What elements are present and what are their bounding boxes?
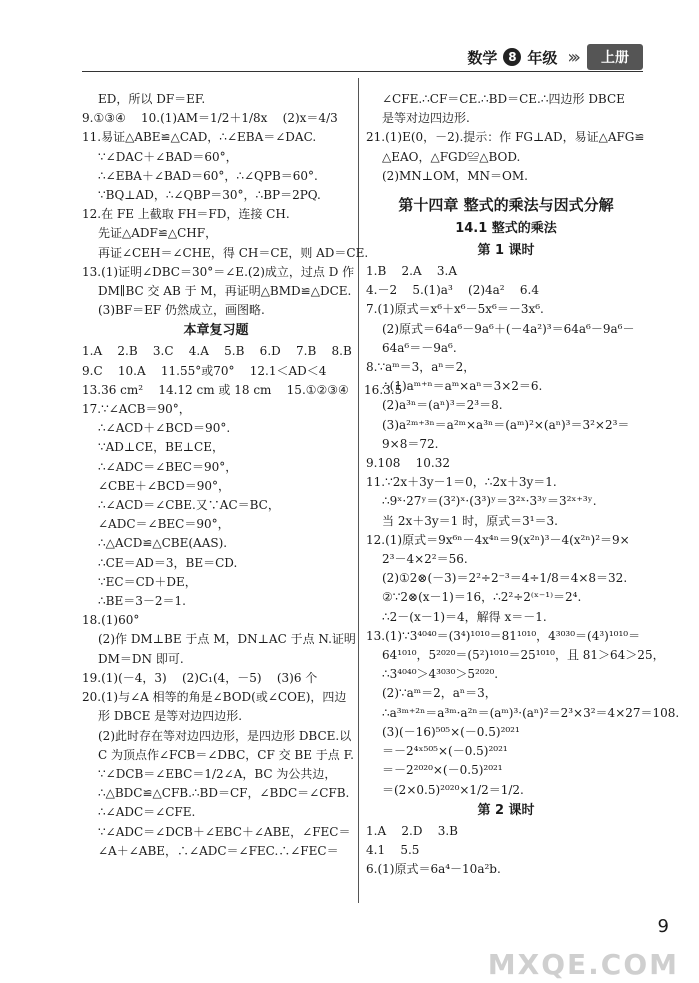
right-line: 当 2x＋3y＝1 时，原式＝3¹＝3.	[382, 513, 558, 528]
left-line: DM∥BC 交 AB 于 M，再证明△BMD≌△DCE.	[98, 284, 352, 299]
right-line: 14.1 整式的乘法	[455, 221, 557, 237]
left-line: ED，所以 DF＝EF.	[98, 92, 206, 106]
left-line: (3)BF＝EF 仍然成立，画图略.	[98, 303, 265, 318]
left-line: ∴△ACD≌△CBE(AAS).	[98, 536, 228, 551]
chevron-right-icon: ›››	[567, 46, 577, 68]
right-line: 9×8＝72.	[382, 436, 439, 451]
left-line: ∠A＋∠ABE，∴∠ADC＝∠FEC.∴∠FEC＝	[98, 843, 339, 858]
right-line: (2)①2⊗(－3)＝2²÷2⁻³＝4÷1/8＝4×8＝32.	[382, 571, 628, 586]
left-line: 13.(1)证明∠DBC＝30°＝∠E.(2)成立，过点 D 作	[82, 264, 355, 279]
left-line: ∴△BDC≌△CFB.∴BD＝CF，∠BDC＝∠CFB.	[98, 786, 350, 801]
left-line: 11.易证△ABE≌△CAD，∴∠EBA＝∠DAC.	[82, 130, 317, 145]
header-grade-badge: 8	[503, 48, 521, 66]
right-line: (3)a²ᵐ⁺³ⁿ＝a²ᵐ×a³ⁿ＝(aᵐ)²×(aⁿ)³＝3²×2³＝	[382, 417, 630, 432]
right-column	[366, 90, 680, 879]
right-line: ∴2－(x－1)＝4，解得 x＝－1.	[382, 609, 547, 624]
left-line: 1.A 2.B 3.C 4.A 5.B 6.D 7.B 8.B	[82, 344, 352, 359]
left-line: 9.①③④ 10.(1)AM＝1/2＋1/8x (2)x＝4/3	[82, 111, 338, 126]
left-line: 19.(1)(－4，3) (2)C₁(4，－5) (3)6 个	[82, 670, 318, 685]
left-line: ∴∠EBA＋∠BAD＝60°，∴∠QPB＝60°.	[98, 168, 318, 183]
left-line: 本章复习题	[183, 323, 249, 339]
right-line: 1.A 2.D 3.B	[366, 823, 458, 838]
right-line: 11.∵2x＋3y－1＝0，∴2x＋3y＝1.	[366, 475, 557, 490]
page-number: 9	[657, 916, 669, 937]
left-line: 形 DBCE 是等对边四边形.	[98, 709, 243, 724]
left-line: ∵∠DAC＋∠BAD＝60°，	[98, 149, 238, 164]
left-line: ∵EC＝CD＋DE，	[98, 574, 197, 589]
watermark-logo: MXQE.COM	[487, 948, 679, 981]
right-line: 第 1 课时	[477, 243, 535, 259]
right-line: 13.(1)∵3⁴⁰⁴⁰＝(3⁴)¹⁰¹⁰＝81¹⁰¹⁰，4³⁰³⁰＝(4³)¹⁰¹⁰＝	[366, 628, 641, 643]
right-line: 2³－4×2²＝56.	[382, 552, 468, 567]
left-line: (2)此时存在等对边四边形，是四边形 DBCE.以	[98, 728, 352, 743]
right-line: 9.108 10.32	[366, 456, 450, 471]
right-line: 第 2 课时	[477, 802, 535, 818]
header-grade-suffix: 年级	[527, 48, 558, 67]
right-line: 是等对边四边形.	[382, 111, 470, 126]
right-line: 64a⁶＝－9a⁶.	[382, 340, 457, 355]
left-line: 13.36 cm² 14.12 cm 或 18 cm 15.①②③④ 16.3.5	[82, 382, 403, 397]
left-line: ∵∠DCB＝∠EBC＝1/2∠A，BC 为公共边，	[98, 766, 337, 781]
right-line: ∠CFE.∴CF＝CE.∴BD＝CE.∴四边形 DBCE	[382, 92, 625, 106]
right-line: 4.1 5.5	[366, 842, 420, 857]
left-line: ∵∠ADC＝∠DCB＋∠EBC＋∠ABE，∠FEC＝	[98, 824, 351, 839]
left-line: DM＝DN 即可.	[98, 651, 184, 666]
left-line: 18.(1)60°	[82, 613, 140, 628]
right-line: 8.∵aᵐ＝3，aⁿ＝2，	[366, 360, 476, 375]
header-volume: 上册	[587, 44, 643, 70]
right-line: △EAO，△FGD≌△BOD.	[382, 149, 521, 164]
left-line: ∴∠ACD＝∠CBE.又∵AC＝BC，	[98, 498, 280, 513]
left-line: ∴∠ADC＝∠BEC＝90°，	[98, 459, 238, 474]
right-line: ∴a³ᵐ⁺²ⁿ＝a³ᵐ·a²ⁿ＝(aᵐ)³·(aⁿ)²＝2³×3²＝4×27＝108.	[382, 705, 680, 720]
left-line: (2)作 DM⊥BE 于点 M，DN⊥AC 于点 N.证明	[98, 632, 356, 647]
right-line: (2)原式＝64a⁶－9a⁶＋(－4a²)³＝64a⁶－9a⁶－	[382, 321, 635, 336]
right-line: (2)∵aᵐ＝2，aⁿ＝3，	[382, 686, 497, 701]
right-line: 12.(1)原式＝9x⁶ⁿ－4x⁴ⁿ＝9(x²ⁿ)³－4(x²ⁿ)²＝9×	[366, 532, 630, 547]
left-line: ∴CE＝AD＝3，BE＝CD.	[98, 555, 238, 570]
right-line: ∴(1)aᵐ⁺ⁿ＝aᵐ×aⁿ＝3×2＝6.	[382, 379, 543, 394]
left-line: 17.∵∠ACB＝90°，	[82, 402, 191, 417]
left-line: 先证△ADF≌△CHF，	[98, 226, 218, 241]
right-line: 64¹⁰¹⁰，5²⁰²⁰＝(5²)¹⁰¹⁰＝25¹⁰¹⁰，且 81＞64＞25，	[382, 648, 665, 663]
right-line: ②∵2⊗(x－1)＝16，∴2²÷2⁽ˣ⁻¹⁾＝2⁴.	[382, 590, 582, 605]
left-line: ∵AD⊥CE，BE⊥CE，	[98, 440, 224, 455]
column-divider	[358, 78, 359, 903]
right-line: 1.B 2.A 3.A	[366, 264, 458, 279]
left-line: 20.(1)与∠A 相等的角是∠BOD(或∠COE)，四边	[82, 690, 347, 705]
page-header	[467, 44, 643, 70]
right-line: 4.－2 5.(1)a³ (2)4a² 6.4	[366, 283, 539, 298]
right-line: 21.(1)E(0，－2).提示：作 FG⊥AD，易证△AFG≌	[366, 130, 645, 145]
right-line: 6.(1)原式＝6a⁴－10a²b.	[366, 862, 501, 877]
right-line: 7.(1)原式＝x⁶＋x⁶－5x⁶＝－3x⁶.	[366, 302, 544, 317]
right-line: (2)a³ⁿ＝(aⁿ)³＝2³＝8.	[382, 398, 503, 413]
left-line: ∴∠ADC＝∠CFE.	[98, 805, 196, 820]
right-line: ＝(2×0.5)²⁰²⁰×1/2＝1/2.	[382, 782, 524, 797]
right-line: (2)MN⊥OM，MN＝OM.	[382, 168, 528, 183]
left-line: C 为顶点作∠FCB＝∠DBC，CF 交 BE 于点 F.	[98, 747, 354, 762]
right-line: ∴3⁴⁰⁴⁰＞4³⁰³⁰＞5²⁰²⁰.	[382, 667, 499, 682]
right-line: ＝－2⁴ˣ⁵⁰⁵×(－0.5)²⁰²¹	[382, 744, 508, 759]
right-line: ∴9ˣ·27ʸ＝(3²)ˣ·(3³)ʸ＝3²ˣ·3³ʸ＝3²ˣ⁺³ʸ.	[382, 494, 597, 509]
left-line: ∠CBE＋∠BCD＝90°，	[98, 478, 230, 493]
left-line: 再证∠CEH＝∠CHE，得 CH＝CE，则 AD＝CE.	[98, 245, 369, 260]
right-line: 第十四章 整式的乘法与因式分解	[398, 196, 614, 215]
header-rule	[82, 71, 643, 72]
left-line: ∵BQ⊥AD，∴∠QBP＝30°，∴BP＝2PQ.	[98, 188, 321, 203]
right-line: (3)(－16)⁵⁰⁵×(－0.5)²⁰²¹	[382, 724, 520, 739]
header-subject: 数学	[467, 48, 498, 67]
left-line: ∴BE＝3－2＝1.	[98, 594, 186, 609]
right-line: ＝－2²⁰²⁰×(－0.5)²⁰²¹	[382, 763, 503, 778]
left-line: ∴∠ACD＋∠BCD＝90°.	[98, 421, 231, 436]
left-line: ∠ADC＝∠BEC＝90°，	[98, 517, 230, 532]
left-line: 9.C 10.A 11.55°或70° 12.1＜AD＜4	[82, 363, 327, 378]
left-line: 12.在 FE 上截取 FH＝FD，连接 CH.	[82, 207, 290, 222]
